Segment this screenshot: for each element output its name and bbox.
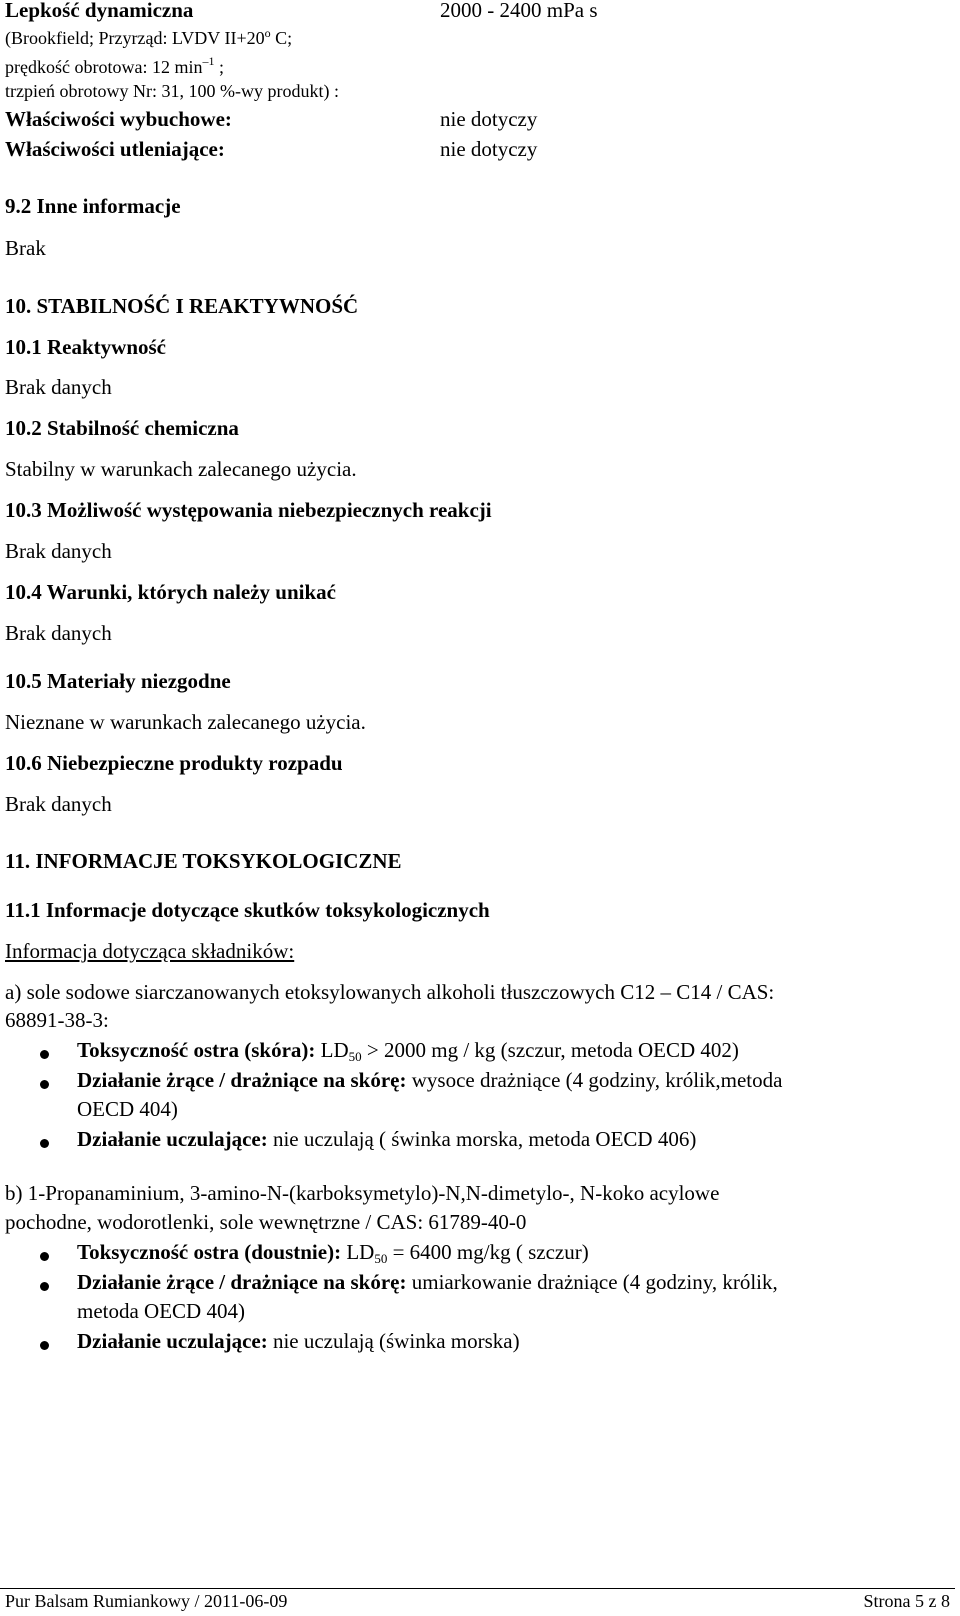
bullet-icon	[40, 1282, 49, 1291]
component-a-line-2: 68891-38-3:	[5, 1008, 109, 1032]
section-10-4-text: Brak danych	[5, 621, 112, 645]
viscosity-note-1: (Brookfield; Przyrząd: LVDV $II+20^o$ C;	[5, 26, 293, 48]
section-11-1-heading: 11.1 Informacje dotyczące skutków toksykologicznych	[5, 898, 490, 922]
section-10-6-heading: 10.6 Niebezpieczne produkty rozpadu	[5, 751, 343, 775]
component-b-line-2: pochodne, wodorotlenki, sole wewnętrzne / CAS: 61789-40-0	[5, 1210, 527, 1234]
section-10-2-text: Stabilny w warunkach zalecanego użycia.	[5, 457, 357, 481]
component-b-skin-irritation: Działanie żrące / drażniące na skórę: umiarkowanie drażniące (4 godziny, królik,	[77, 1270, 778, 1294]
explosive-value: nie dotyczy	[440, 107, 538, 131]
section-10-heading: 10. STABILNOŚĆ I REAKTYWNOŚĆ	[5, 294, 359, 318]
oxidizing-label: Właściwości utleniające:	[5, 137, 225, 161]
section-10-5-heading: 10.5 Materiały niezgodne	[5, 669, 231, 693]
section-10-1-heading: 10.1 Reaktywność	[5, 335, 166, 359]
section-11-heading: 11. INFORMACJE TOKSYKOLOGICZNE	[5, 849, 402, 873]
viscosity-note-3: trzpień obrotowy Nr: 31, 100 %-wy produkt) :	[5, 81, 339, 101]
section-9-2-text: Brak	[5, 236, 46, 260]
bullet-icon	[40, 1080, 49, 1089]
footer-document-info: Pur Balsam Rumiankowy / 2011-06-09	[5, 1591, 288, 1611]
section-10-3-heading: 10.3 Możliwość występowania niebezpiecznych reakcji	[5, 498, 492, 522]
component-b-acute-toxicity: Toksyczność ostra (doustnie): $LD_{50} = 6400$ mg/kg ( szczur)	[77, 1240, 589, 1266]
component-a-sensitization: Działanie uczulające: nie uczulają ( świnka morska, metoda OECD 406)	[77, 1127, 697, 1151]
oxidizing-value: nie dotyczy	[440, 137, 538, 161]
component-b-sensitization: Działanie uczulające: nie uczulają (świnka morska)	[77, 1329, 520, 1353]
footer-page-number: Strona 5 z 8	[863, 1591, 950, 1611]
component-a-line-1: a) sole sodowe siarczanowanych etoksylowanych alkoholi tłuszczowych C12 – C14 / CAS:	[5, 980, 775, 1004]
bullet-icon	[40, 1139, 49, 1148]
component-a-skin-irritation-cont: OECD 404)	[77, 1097, 178, 1121]
component-a-skin-irritation: Działanie żrące / drażniące na skórę: wysoce drażniące (4 godziny, królik,metoda	[77, 1068, 783, 1092]
viscosity-value: 2000 - 2400 mPa s	[440, 0, 598, 22]
section-10-6-text: Brak danych	[5, 792, 112, 816]
section-10-4-heading: 10.4 Warunki, których należy unikać	[5, 580, 336, 604]
footer-divider	[0, 1588, 955, 1589]
section-10-2-heading: 10.2 Stabilność chemiczna	[5, 416, 239, 440]
bullet-icon	[40, 1252, 49, 1261]
component-a-acute-toxicity: Toksyczność ostra (skóra): $LD_{50} > 2000$ mg / kg (szczur, metoda OECD 402)	[77, 1038, 739, 1064]
section-10-3-text: Brak danych	[5, 539, 112, 563]
bullet-icon	[40, 1341, 49, 1350]
viscosity-note-2: prędkość obrotowa: 12 $\min^{-1}$ ;	[5, 54, 224, 77]
section-10-5-text: Nieznane w warunkach zalecanego użycia.	[5, 710, 366, 734]
component-b-skin-irritation-cont: metoda OECD 404)	[77, 1299, 245, 1323]
explosive-label: Właściwości wybuchowe:	[5, 107, 232, 131]
degree-symbol: o	[264, 26, 271, 40]
components-label: Informacja dotycząca składników:	[5, 939, 295, 963]
section-10-1-text: Brak danych	[5, 375, 112, 399]
bullet-icon	[40, 1050, 49, 1059]
viscosity-label: Lepkość dynamiczna	[5, 0, 194, 22]
section-9-2-heading: 9.2 Inne informacje	[5, 194, 181, 218]
component-b-line-1: b) 1-Propanaminium, 3-amino-N-(karboksymetylo)-N,N-dimetylo-, N-koko acylowe	[5, 1181, 720, 1205]
